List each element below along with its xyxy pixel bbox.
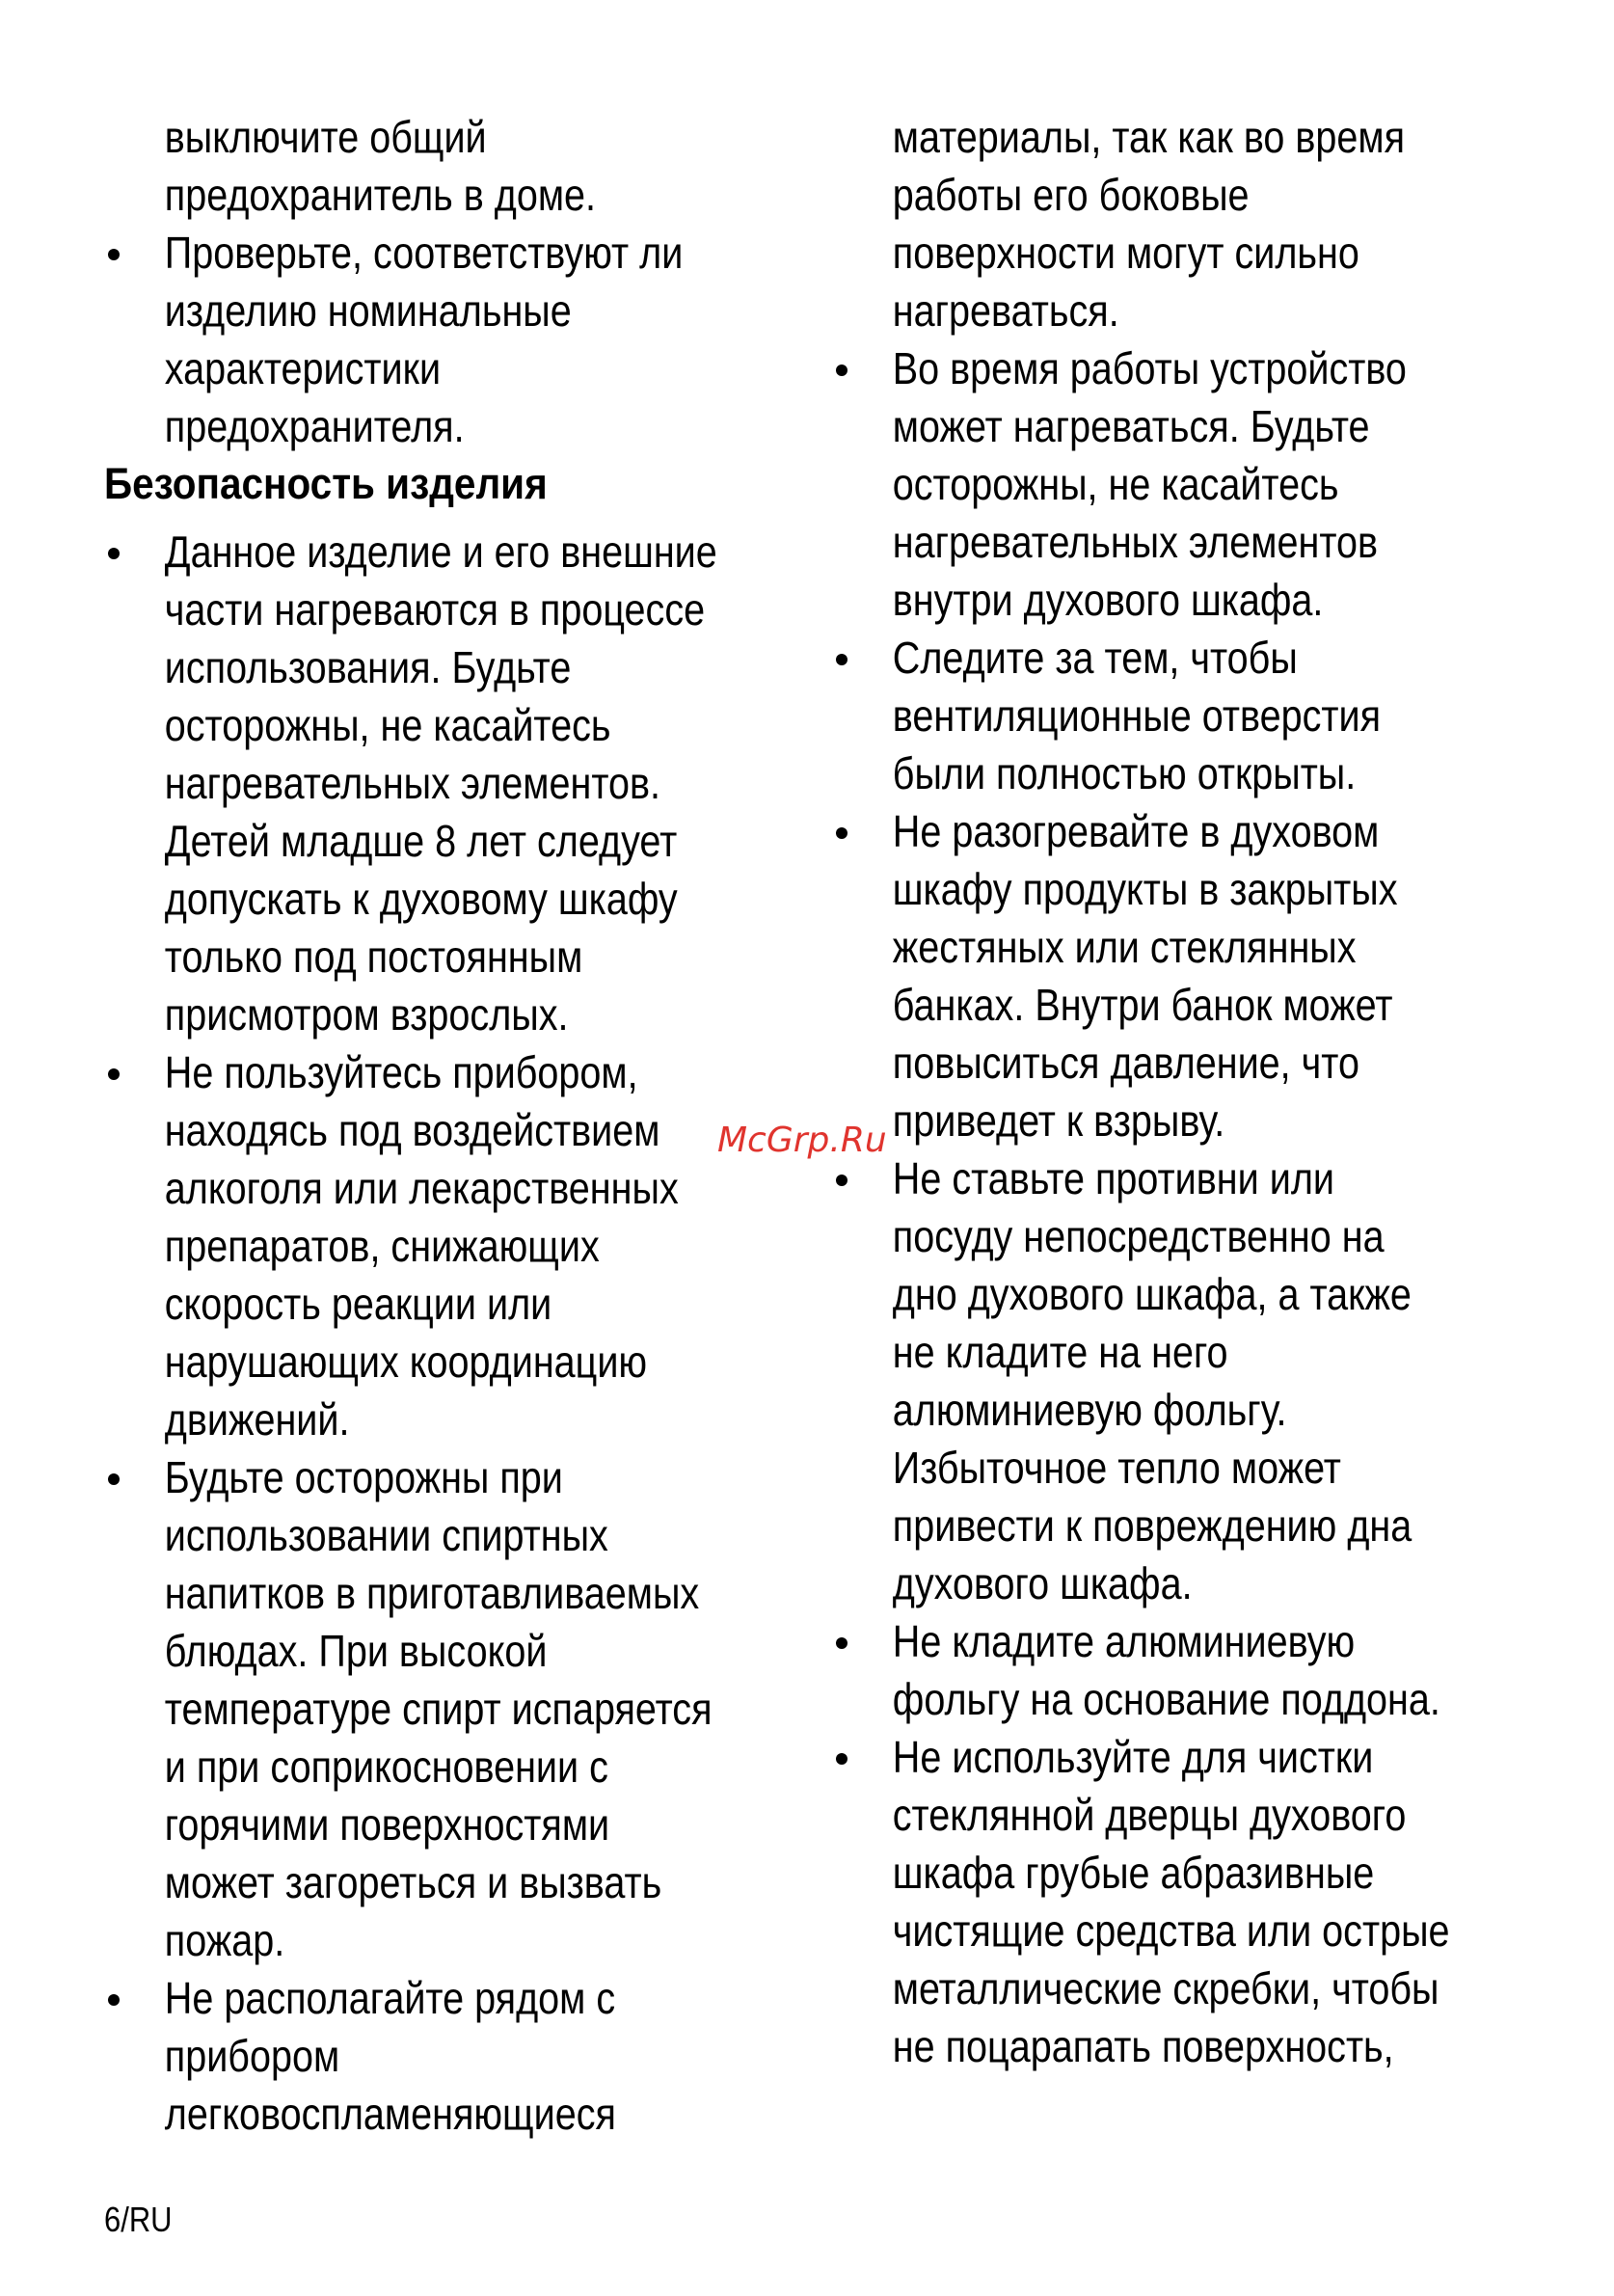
text-line: и при соприкосновении с: [164, 1742, 608, 1792]
text-line: повыситься давление, что: [892, 1038, 1359, 1088]
bullet-item-foil-tray: [832, 1612, 1526, 1728]
text-line: привести к повреждению дна: [892, 1500, 1412, 1551]
text-line: части нагреваются в процессе: [164, 584, 706, 635]
page-number: 6/RU: [104, 2200, 173, 2239]
bullet-item-ventilation: [832, 629, 1526, 802]
text-line: напитков в приготавливаемых: [164, 1568, 700, 1618]
text-line: Не разогревайте в духовом: [892, 806, 1380, 856]
text-line: дно духового шкафа, а также: [892, 1269, 1412, 1319]
text-line: шкафу продукты в закрытых: [892, 864, 1398, 914]
text-line: осторожны, не касайтесь: [892, 459, 1339, 509]
text-line: Не пользуйтесь прибором,: [164, 1047, 638, 1097]
text-line: находясь под воздействием: [164, 1105, 660, 1155]
text-line: Не используйте для чистки: [892, 1732, 1374, 1782]
text-line: характеристики: [164, 343, 442, 393]
text-line: внутри духового шкафа.: [892, 575, 1324, 625]
text-line: Детей младше 8 лет следует: [164, 816, 678, 866]
bullet-item-device-heats: [832, 339, 1526, 629]
text-line: Будьте осторожны при: [164, 1452, 563, 1502]
text-line: материалы, так как во время: [892, 112, 1406, 162]
text-line: металлические скребки, чтобы: [892, 1963, 1439, 2013]
text-line: нагревательных элементов.: [164, 758, 661, 808]
text-line: работы его боковые: [892, 170, 1250, 220]
text-line: может загореться и вызвать: [164, 1857, 662, 1907]
bullet-item-alcohol-drugs: [104, 1043, 818, 1448]
text-line: шкафа грубые абразивные: [892, 1848, 1375, 1898]
text-line: скорость реакции или: [164, 1279, 552, 1329]
text-line: осторожны, не касайтесь: [164, 700, 611, 750]
text-line: препаратов, снижающих: [164, 1221, 600, 1271]
text-line: изделию номинальные: [164, 285, 572, 336]
text-line: допускать к духовому шкафу: [164, 874, 678, 924]
text-line: использовании спиртных: [164, 1510, 608, 1560]
text-line: были полностью открыты.: [892, 748, 1357, 798]
text-line: жестяных или стеклянных: [892, 922, 1357, 972]
watermark: McGrp.Ru: [717, 1121, 887, 1160]
text-line: не поцарапать поверхность,: [892, 2021, 1394, 2071]
text-line: только под постоянным: [164, 932, 583, 982]
text-line: нарушающих координацию: [164, 1337, 648, 1387]
text-line: чистящие средства или острые: [892, 1905, 1450, 1956]
text-line: посуду непосредственно на: [892, 1211, 1385, 1261]
text-line: Следите за тем, чтобы: [892, 633, 1298, 683]
text-line: не кладите на него: [892, 1327, 1228, 1377]
bullet-item-hot-parts: [104, 523, 818, 1043]
left-column: [104, 108, 818, 2143]
text-line: стеклянной дверцы духового: [892, 1790, 1407, 1840]
text-line: нагревательных элементов: [892, 517, 1379, 567]
text-line: выключите общий: [164, 112, 487, 162]
bullet-item-oven-bottom: [832, 1149, 1526, 1612]
bullet-item-spirits: [104, 1448, 818, 1969]
text-line: Не ставьте противни или: [892, 1153, 1335, 1203]
text-line: приведет к взрыву.: [892, 1095, 1225, 1146]
text-line: может нагреваться. Будьте: [892, 401, 1370, 451]
text-line: алкоголя или лекарственных: [164, 1163, 679, 1213]
bullet-item-closed-jars: [832, 802, 1526, 1149]
text-line: пожар.: [164, 1915, 285, 1965]
bullet-item-check-fuse: [104, 224, 818, 455]
text-line: Избыточное тепло может: [892, 1443, 1341, 1493]
text-line: предохранитель в доме.: [164, 170, 597, 220]
text-line: нагреваться.: [892, 285, 1119, 336]
text-line: блюдах. При высокой: [164, 1626, 548, 1676]
paragraph-continuation: [832, 108, 1526, 339]
text-line: духового шкафа.: [892, 1558, 1193, 1608]
paragraph-continuation: [104, 108, 818, 224]
text-line: горячими поверхностями: [164, 1799, 610, 1850]
bullet-item-glass-cleaning: [832, 1728, 1526, 2075]
text-line: Проверьте, соответствуют ли: [164, 228, 684, 278]
text-line: температуре спирт испаряется: [164, 1684, 713, 1734]
text-line: Не кладите алюминиевую: [892, 1616, 1356, 1666]
section-heading: Безопасность изделия: [104, 459, 548, 508]
text-line: Во время работы устройство: [892, 343, 1407, 393]
text-line: Данное изделие и его внешние: [164, 527, 717, 577]
text-line: использования. Будьте: [164, 642, 572, 692]
bullet-item-flammable: [104, 1969, 818, 2143]
text-line: Не располагайте рядом с: [164, 1973, 616, 2023]
text-line: движений.: [164, 1394, 350, 1445]
text-line: присмотром взрослых.: [164, 989, 569, 1040]
text-line: предохранителя.: [164, 401, 465, 451]
text-line: фольгу на основание поддона.: [892, 1674, 1440, 1724]
text-line: алюминиевую фольгу.: [892, 1385, 1287, 1435]
text-line: прибором: [164, 2031, 340, 2081]
text-line: поверхности могут сильно: [892, 228, 1359, 278]
text-line: легковоспламеняющиеся: [164, 2089, 616, 2139]
right-column: [832, 108, 1526, 2075]
text-line: банках. Внутри банок может: [892, 980, 1393, 1030]
text-line: вентиляционные отверстия: [892, 690, 1382, 741]
